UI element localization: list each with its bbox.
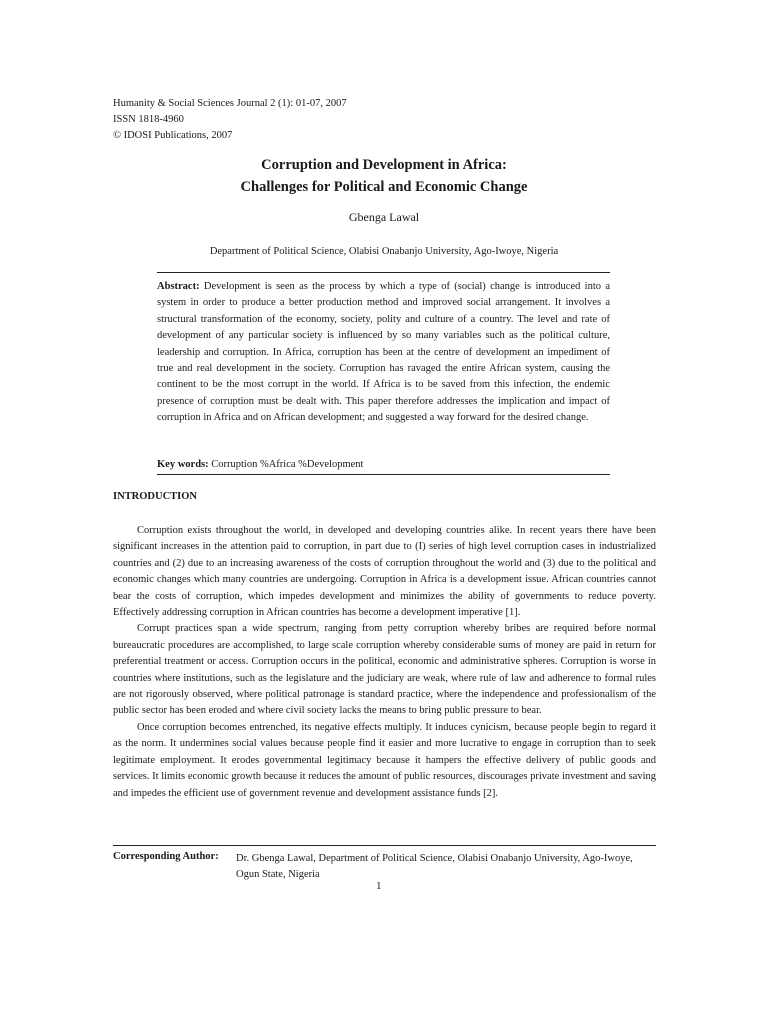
journal-citation: Humanity & Social Sciences Journal 2 (1): 01-07, 2007 [113,98,347,109]
body-paragraph: Corrupt practices span a wide spectrum, ranging from petty corruption whereby bribes are required before normal bureaucratic procedures are accomplished, to large scale corruption whereby considerable sums of money are paid in return for preferential treatment or access. Corruption occurs in the political, economic and administrative spheres. Corruption is worse in countries where institutions, such as the legislature and the judiciary are weak, where rule of law and adherence to formal rules are not rigorously observed, where political patronage is standard practice, where the independence and professionalism of the public sector has been eroded and where civil society lacks the means to bring public pressure to bear. [113,623,656,717]
body-paragraph: Corruption exists throughout the world, in developed and developing countries alike. In recent years there have been significant increases in the attention paid to corruption, in part due to (I) series of high level corruption cases in industrialized countries and (2) due to an increasing awareness of the costs of corruption throughout the world and (3) due to the political and economic changes which many countries are undergoing. Corruption in Africa is a development issue. African countries cannot bear the costs of corruption, which impedes development and minimizes the ability of governments to reduce poverty. Effectively addressing corruption in African countries has become a development imperative [1]. [113,525,656,619]
abstract-body [157,279,610,427]
section-heading-introduction: INTRODUCTION [113,491,198,502]
corresponding-author-line-2: Ogun State, Nigeria [236,869,320,880]
abstract-text: Development is seen as the process by which a type of (social) change is introduced into a system in order to produce a better production method and improved social arrangement. It involves a structural transformation of the economy, society, polity and culture of a country. The level and rate of development of any particular society is influenced by so many variables such as the political culture, leadership and corruption. In Africa, corruption has been at the centre of development an impediment of true and real development in the society. Corruption has ravaged the entire African system, causing the continent to be the most corrupt in the world. If Africa is to be saved from this infection, the endemic presence of corruption must be dealt with. This paper therefore addresses the implication and impact of corruption in Africa and on African development; and suggested a way forward for the desired change. [157,281,610,424]
introduction-body [113,523,656,802]
paper-title-line-2: Challenges for Political and Economic Change [240,179,528,195]
journal-issn: ISSN 1818-4960 [113,114,184,125]
footnote-divider [113,845,656,846]
keywords-line [157,458,610,475]
paper-title [0,154,768,198]
journal-copyright: © IDOSI Publications, 2007 [113,130,233,141]
keywords-label: Key words: [157,459,209,470]
corresponding-author-details [236,851,656,883]
body-paragraph: Once corruption becomes entrenched, its negative effects multiply. It induces cynicism, because people begin to regard it as the norm. It undermines social values because people find it easier and more lucrative to engage in corruption than to seek legitimate employment. It erodes governmental legitimacy because it hampers the effective delivery of public goods and services. It limits economic growth because it reduces the amount of public resources, discourages private investment and saving and impedes the efficient use of government revenue and development assistance funds [2]. [113,721,656,799]
abstract-label: Abstract: [157,281,200,292]
paper-title-line-1: Corruption and Development in Africa: [261,157,507,173]
keywords-text: Corruption %Africa %Development [208,459,364,470]
journal-meta [113,96,347,144]
page-number: 1 [376,880,382,892]
corresponding-author-line-1: Dr. Gbenga Lawal, Department of Political Science, Olabisi Onabanjo University, Ago-Iwoye, [236,853,633,864]
paper-author: Gbenga Lawal [348,210,420,224]
corresponding-author-label: Corresponding Author: [113,851,219,862]
author-affiliation: Department of Political Science, Olabisi Onabanjo University, Ago-Iwoye, Nigeria [209,246,559,257]
abstract-section [157,272,610,427]
